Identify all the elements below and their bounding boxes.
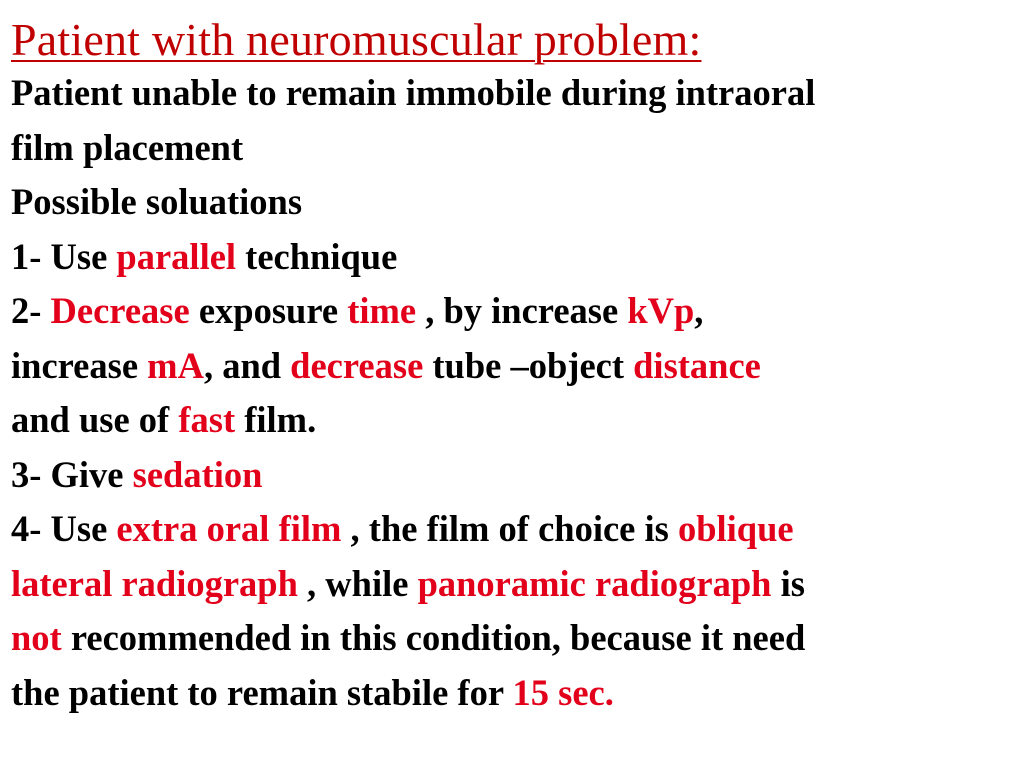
highlighted-text: Decrease: [50, 290, 190, 331]
text-segment: 3- Give: [11, 453, 133, 495]
slide-body: [11, 66, 1017, 720]
text-line: [11, 448, 1017, 503]
text-segment: increase: [11, 344, 148, 386]
text-line: [11, 339, 1017, 394]
highlighted-text: panoramic radiograph: [417, 562, 772, 604]
slide: [11, 12, 1017, 720]
text-line: [11, 284, 1017, 339]
text-segment: and use of: [11, 399, 179, 440]
text-segment: exposure: [189, 290, 348, 331]
text-line: [11, 611, 1017, 666]
highlighted-text: 15 sec.: [512, 671, 614, 713]
text-line: [11, 502, 1017, 557]
highlighted-text: oblique: [677, 508, 794, 549]
highlighted-text: sedation: [132, 453, 263, 495]
highlighted-text: extra oral film: [116, 508, 342, 549]
text-segment: 4- Use: [11, 508, 117, 549]
text-segment: tube –object: [423, 344, 634, 386]
text-segment: the patient to remain stabile for: [11, 671, 513, 713]
text-line: [11, 557, 1017, 612]
highlighted-text: mA: [147, 344, 204, 386]
text-line: [11, 666, 1017, 721]
text-segment: , by increase: [416, 290, 628, 331]
highlighted-text: not: [11, 617, 62, 658]
highlighted-text: lateral radiograph: [11, 562, 298, 604]
text-segment: technique: [236, 235, 398, 277]
text-segment: ,: [694, 290, 704, 331]
highlighted-text: time: [347, 290, 417, 331]
text-line: [11, 66, 1017, 121]
text-line: [11, 230, 1017, 285]
text-line: [11, 393, 1017, 448]
text-segment: , while: [297, 562, 418, 604]
highlighted-text: parallel: [116, 235, 237, 277]
text-segment: recommended in this condition, because it need: [61, 617, 806, 658]
text-segment: 1- Use: [11, 235, 117, 277]
highlighted-text: distance: [633, 344, 761, 386]
text-segment: , and: [203, 344, 291, 386]
text-segment: is: [771, 562, 805, 604]
text-segment: film.: [235, 399, 317, 440]
text-line: [11, 121, 1017, 176]
text-line: [11, 175, 1017, 230]
text-segment: film placement: [11, 126, 244, 168]
highlighted-text: decrease: [290, 344, 424, 386]
highlighted-text: fast: [178, 399, 236, 440]
text-segment: Patient unable to remain immobile during intraoral: [11, 72, 816, 113]
text-segment: Possible soluations: [11, 181, 303, 222]
text-segment: 2-: [11, 290, 51, 331]
slide-title: Patient with neuromuscular problem:: [11, 14, 702, 65]
text-segment: , the film of choice is: [341, 508, 678, 549]
highlighted-text: kVp: [627, 290, 695, 331]
